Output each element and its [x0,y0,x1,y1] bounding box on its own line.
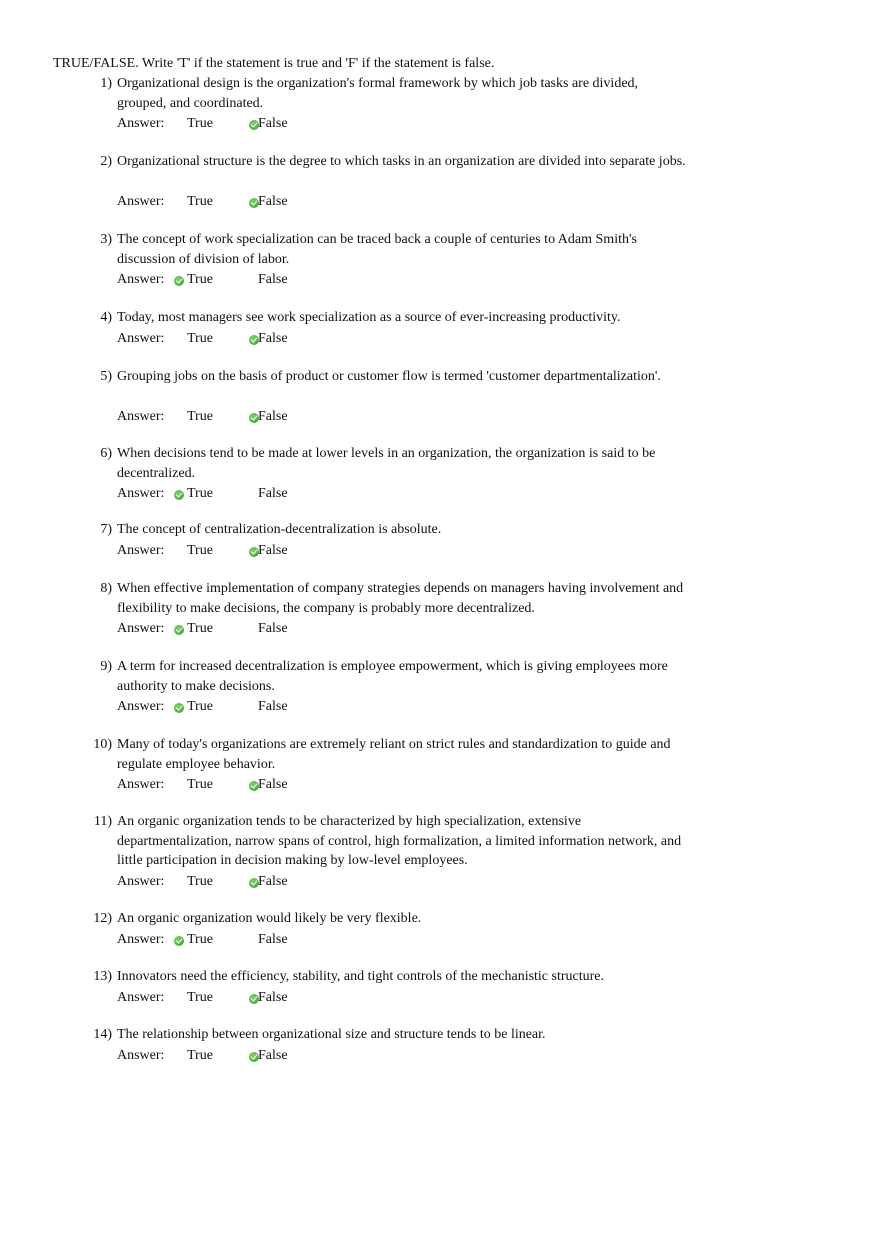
question-statement: When effective implementation of company strategies depends on managers having involvement and flexibility to make decisions, the company is probably more decentralized. [117,581,684,616]
question-number: 12) [93,911,112,926]
false-option[interactable]: False [258,989,288,1005]
check-icon [174,490,184,500]
false-option[interactable]: False [258,409,288,424]
false-option[interactable]: False [258,873,288,889]
answer-label: Answer: [117,777,165,792]
question-number: 10) [93,737,112,752]
question-statement: An organic organization would likely be very flexible. [117,911,422,926]
check-icon [174,276,184,286]
true-option[interactable]: True [187,699,213,714]
question-statement: The relationship between organizational size and structure tends to be linear. [117,1027,546,1042]
check-icon [174,625,184,635]
question-number: 13) [93,969,112,984]
answer-label: Answer: [117,621,165,636]
answer-label: Answer: [117,116,165,131]
true-option[interactable]: True [187,621,213,636]
false-option[interactable]: False [258,194,288,209]
false-option[interactable]: False [258,777,288,792]
false-option[interactable]: False [258,621,288,636]
false-option[interactable]: False [258,272,288,287]
answer-label: Answer: [117,699,165,714]
false-option[interactable]: False [258,542,288,558]
question-statement: Innovators need the efficiency, stability, and tight controls of the mechanistic structure. [117,969,604,984]
false-option[interactable]: False [258,116,288,131]
true-option[interactable]: True [187,486,213,501]
question-number: 4) [100,310,112,325]
question-statement: A term for increased decentralization is employee empowerment, which is giving employees more authority to make decisions. [117,659,668,694]
question-number: 9) [100,659,112,674]
question-statement: Many of today's organizations are extremely reliant on strict rules and standardization to guide and regulate employee behavior. [117,737,671,772]
section-header: TRUE/FALSE. Write 'T' if the statement is true and 'F' if the statement is false. [53,56,495,71]
true-option[interactable]: True [187,873,213,889]
answer-label: Answer: [117,330,165,346]
true-option[interactable]: True [187,931,213,947]
answer-label: Answer: [117,272,165,287]
true-option[interactable]: True [187,330,213,346]
false-option[interactable]: False [258,699,288,714]
question-statement: When decisions tend to be made at lower levels in an organization, the organization is said to be decentralized. [117,446,656,481]
answer-label: Answer: [117,194,165,209]
question-statement: An organic organization tends to be characterized by high specialization, extensive departmentalization, narrow spans of control, high formalization, a limited information network, and little participation in decision making by low-level employees. [117,814,682,868]
check-icon [174,936,184,946]
true-option[interactable]: True [187,116,213,131]
question-statement: The concept of work specialization can be traced back a couple of centuries to Adam Smith's discussion of division of labor. [117,232,637,267]
question-statement: The concept of centralization-decentralization is absolute. [117,522,442,537]
answer-label: Answer: [117,873,165,889]
question-number: 3) [100,232,112,247]
false-option[interactable]: False [258,931,288,947]
question-statement: Organizational structure is the degree to which tasks in an organization are divided into separate jobs. [117,154,686,169]
true-option[interactable]: True [187,409,213,424]
question-statement: Grouping jobs on the basis of product or customer flow is termed 'customer departmentalization'. [117,369,661,384]
answer-label: Answer: [117,1047,165,1063]
true-option[interactable]: True [187,1047,213,1063]
true-option[interactable]: True [187,542,213,558]
answer-label: Answer: [117,542,165,558]
true-option[interactable]: True [187,194,213,209]
question-number: 14) [93,1027,112,1042]
check-icon [174,703,184,713]
question-number: 6) [100,446,112,461]
answer-label: Answer: [117,931,165,947]
false-option[interactable]: False [258,486,288,501]
question-number: 8) [100,581,112,596]
question-statement: Organizational design is the organization's formal framework by which job tasks are divided, grouped, and coordinated. [117,76,639,111]
answer-label: Answer: [117,486,165,501]
question-statement: Today, most managers see work specialization as a source of ever-increasing productivity. [117,310,621,325]
false-option[interactable]: False [258,1047,288,1063]
question-number: 5) [100,369,112,384]
question-number: 1) [100,76,112,91]
true-option[interactable]: True [187,989,213,1005]
answer-label: Answer: [117,409,165,424]
false-option[interactable]: False [258,330,288,346]
true-option[interactable]: True [187,272,213,287]
true-option[interactable]: True [187,777,213,792]
answer-label: Answer: [117,989,165,1005]
question-number: 2) [100,154,112,169]
question-number: 7) [100,522,112,537]
question-number: 11) [93,814,112,829]
